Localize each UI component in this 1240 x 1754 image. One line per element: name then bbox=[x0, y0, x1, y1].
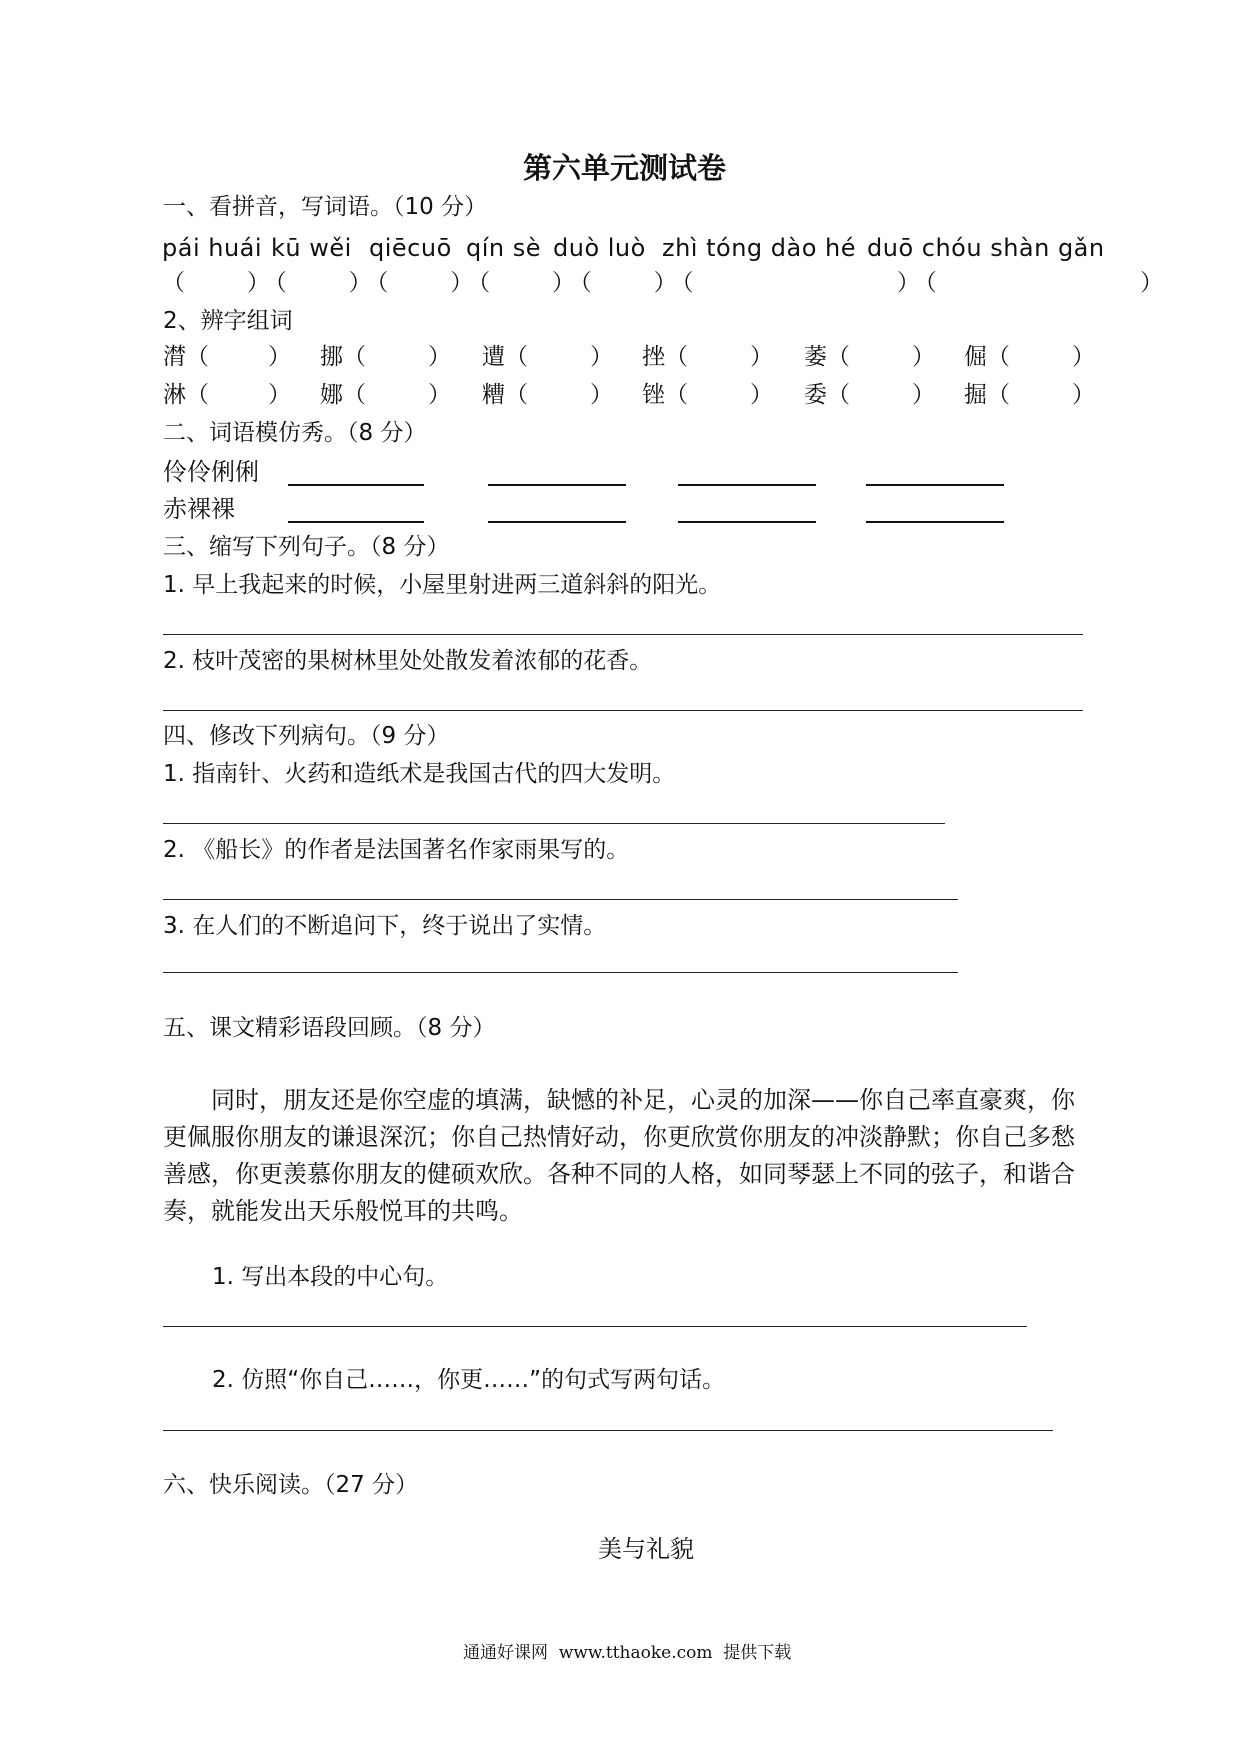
answer-line[interactable] bbox=[163, 823, 945, 824]
section5-heading: 五、课文精彩语段回顾。（8 分） bbox=[163, 1015, 496, 1041]
answer-line[interactable] bbox=[288, 521, 424, 523]
char-group: 萎（ bbox=[804, 344, 850, 370]
answer-line[interactable] bbox=[678, 521, 816, 523]
char-group: 潸（ bbox=[163, 344, 209, 370]
model-word: 赤裸裸 bbox=[163, 495, 235, 523]
char-group-close: ） bbox=[912, 344, 935, 370]
answer-line[interactable] bbox=[866, 521, 1004, 523]
section3-heading: 三、缩写下列句子。（8 分） bbox=[163, 534, 450, 560]
question-text: 1. 早上我起来的时候，小屋里射进两三道斜斜的阳光。 bbox=[163, 572, 722, 598]
char-group-close: ） bbox=[912, 382, 935, 408]
answer-line[interactable] bbox=[488, 484, 626, 486]
section1-heading: 一、看拼音，写词语。（10 分） bbox=[163, 194, 488, 220]
char-group-close: ） bbox=[750, 382, 773, 408]
char-group: 委（ bbox=[804, 382, 850, 408]
pinyin-item: kū wěi bbox=[271, 234, 352, 262]
char-group: 倔（ bbox=[964, 344, 1010, 370]
char-group-close: ） bbox=[428, 382, 451, 408]
page-title: 第六单元测试卷 bbox=[523, 151, 727, 185]
answer-line[interactable] bbox=[488, 521, 626, 523]
pinyin-item: qiēcuō bbox=[369, 234, 452, 262]
section1b-heading: 2、辨字组词 bbox=[163, 308, 293, 334]
char-group: 挫（ bbox=[642, 344, 688, 370]
answer-brackets[interactable]: （ ）（ ）（ ）（ ）（ ）（ ）（ ） bbox=[162, 270, 1169, 296]
char-group: 淋（ bbox=[163, 382, 209, 408]
char-group-close: ） bbox=[750, 344, 773, 370]
answer-line[interactable] bbox=[678, 484, 816, 486]
pinyin-item: zhì tóng dào hé bbox=[662, 234, 857, 262]
question-text: 2. 仿照“你自己……，你更……”的句式写两句话。 bbox=[212, 1367, 726, 1393]
answer-line[interactable] bbox=[163, 1326, 1027, 1327]
question-text: 1. 指南针、火药和造纸术是我国古代的四大发明。 bbox=[163, 761, 676, 787]
answer-line[interactable] bbox=[163, 710, 1083, 711]
pinyin-item: duò luò bbox=[553, 234, 646, 262]
model-word: 伶伶俐俐 bbox=[163, 458, 259, 486]
answer-line[interactable] bbox=[288, 484, 424, 486]
char-group-close: ） bbox=[268, 382, 291, 408]
question-text: 1. 写出本段的中心句。 bbox=[212, 1264, 449, 1290]
pinyin-item: duō chóu shàn gǎn bbox=[867, 234, 1105, 262]
question-text: 2. 枝叶茂密的果树林里处处散发着浓郁的花香。 bbox=[163, 648, 653, 674]
answer-line[interactable] bbox=[163, 1430, 1053, 1431]
char-group-close: ） bbox=[268, 344, 291, 370]
char-group: 娜（ bbox=[320, 382, 366, 408]
char-group: 掘（ bbox=[964, 382, 1010, 408]
char-group-close: ） bbox=[590, 344, 613, 370]
char-group: 挪（ bbox=[320, 344, 366, 370]
char-group-close: ） bbox=[1072, 344, 1095, 370]
question-text: 2. 《船长》的作者是法国著名作家雨果写的。 bbox=[163, 837, 630, 863]
char-group-close: ） bbox=[590, 382, 613, 408]
question-text: 3. 在人们的不断追问下，终于说出了实情。 bbox=[163, 913, 607, 939]
char-group-close: ） bbox=[428, 344, 451, 370]
pinyin-item: pái huái bbox=[162, 234, 263, 262]
answer-line[interactable] bbox=[866, 484, 1004, 486]
passage-text: 同时，朋友还是你空虚的填满，缺憾的补足，心灵的加深——你自己率直豪爽，你更佩服你朋友的谦退深沉；你自己热情好动，你更欣赏你朋友的冲淡静默；你自己多愁善感，你更羡慕你朋友的健硕欢欣。各种不同的人格，如同琴瑟上不同的弦子，和谐合奏，就能发出天乐般悦耳的共鸣。 bbox=[163, 1086, 1075, 1225]
char-group: 遭（ bbox=[482, 344, 528, 370]
char-group-close: ） bbox=[1072, 382, 1095, 408]
section6-heading: 六、快乐阅读。（27 分） bbox=[163, 1472, 419, 1498]
answer-line[interactable] bbox=[163, 634, 1083, 635]
char-group: 糟（ bbox=[482, 382, 528, 408]
char-group: 锉（ bbox=[642, 382, 688, 408]
answer-line[interactable] bbox=[163, 972, 958, 973]
answer-line[interactable] bbox=[163, 899, 958, 900]
section2-heading: 二、词语模仿秀。（8 分） bbox=[163, 420, 427, 446]
footer-text: 通通好课网 www.tthaoke.com 提供下载 bbox=[463, 1643, 792, 1663]
section4-heading: 四、修改下列病句。（9 分） bbox=[163, 723, 450, 749]
pinyin-item: qín sè bbox=[466, 234, 542, 262]
article-title: 美与礼貌 bbox=[598, 1535, 694, 1563]
